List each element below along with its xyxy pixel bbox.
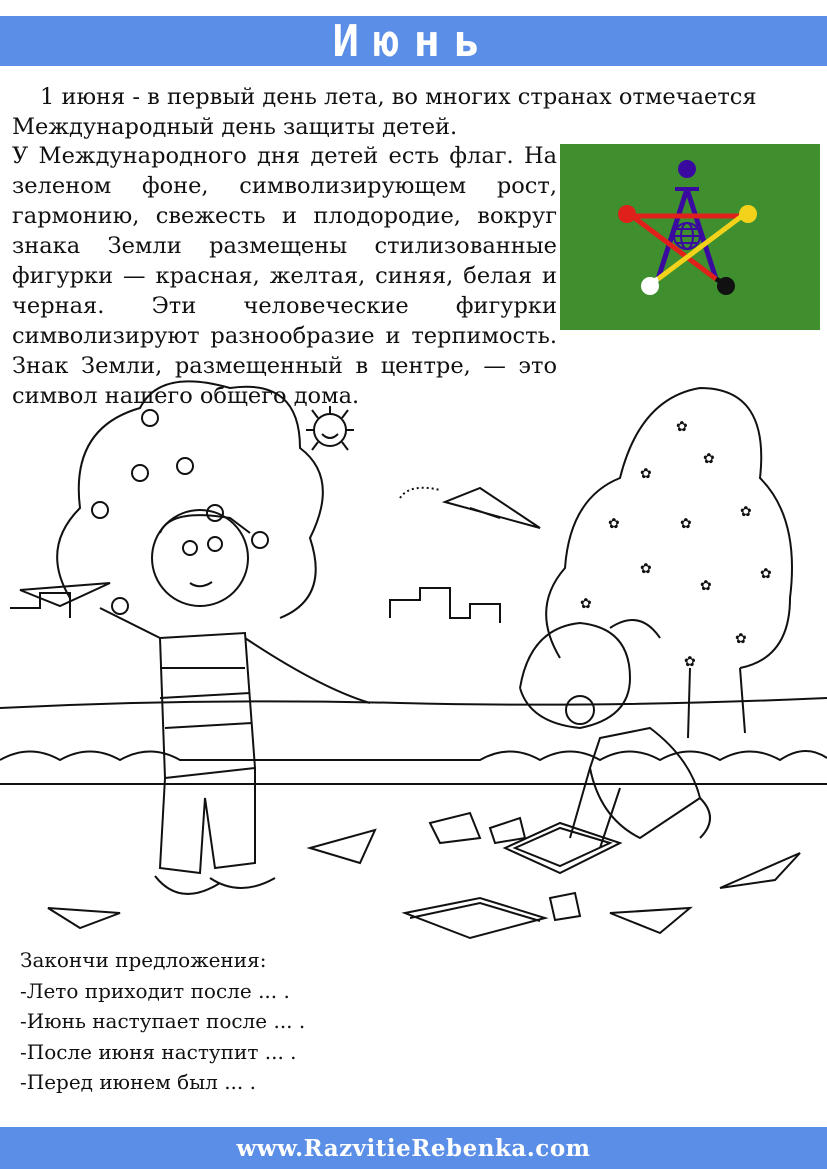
black-figure [717, 277, 735, 295]
intro-paragraph [12, 82, 802, 142]
exercise-item: -После июня наступит ... . [20, 1039, 297, 1064]
children-day-flag-icon [560, 144, 820, 330]
page-title: Июнь [332, 15, 495, 67]
footer-banner [0, 1127, 827, 1169]
intro-text: 1 июня - в первый день лета, во многих странах отмечается Международный день защиты детей. [12, 84, 757, 140]
exercise-item: -Июнь наступает после ... . [20, 1009, 306, 1033]
girl-figure [520, 620, 710, 848]
flower-tree [546, 388, 792, 668]
svg-text:✿: ✿ [760, 566, 772, 582]
svg-text:✿: ✿ [608, 516, 620, 532]
sun-icon [306, 406, 354, 450]
svg-text:✿: ✿ [703, 451, 715, 467]
exercise-block [20, 945, 520, 1098]
purple-figure [678, 160, 696, 178]
flag-description: У Международного дня детей есть флаг. На зеленом фоне, символизирующем рост, гармонию, свежесть и плодородие, вокруг знака Земли размещены стилизованные фигурки — красная, желтая, синяя, белая и черная. Эти человеческие фигурки символизируют разнообразие и терпимость. Знак Земли, размещенный в центре, — это символ нашего общего дома. [12, 143, 557, 409]
svg-text:✿: ✿ [684, 654, 696, 670]
fence [0, 751, 827, 760]
horizon-line [0, 698, 827, 708]
svg-text:✿: ✿ [640, 561, 652, 577]
footer-url-link[interactable]: www.RazvitieRebenka.com [236, 1134, 591, 1162]
white-figure [641, 277, 659, 295]
paper-stack [405, 898, 545, 938]
svg-text:✿: ✿ [580, 596, 592, 612]
paper-plane-ground [720, 853, 800, 888]
svg-text:✿: ✿ [676, 419, 688, 435]
svg-text:✿: ✿ [680, 516, 692, 532]
exercise-item: -Перед июнем был ... . [20, 1070, 256, 1094]
svg-text:✿: ✿ [640, 466, 652, 482]
exercise-item: -Лето приходит после ... . [20, 978, 290, 1003]
skyline [10, 588, 500, 623]
red-figure [618, 205, 636, 223]
yellow-figure [739, 205, 757, 223]
svg-text:✿: ✿ [735, 631, 747, 647]
paper-plane [445, 488, 540, 528]
exercise-title: Закончи предложения: [20, 948, 267, 972]
paper-plane-in-hand [20, 583, 110, 606]
apple-tree [57, 381, 323, 618]
header-banner [0, 16, 827, 66]
coloring-illustration [0, 368, 827, 948]
svg-text:✿: ✿ [740, 504, 752, 520]
svg-text:✿: ✿ [700, 578, 712, 594]
